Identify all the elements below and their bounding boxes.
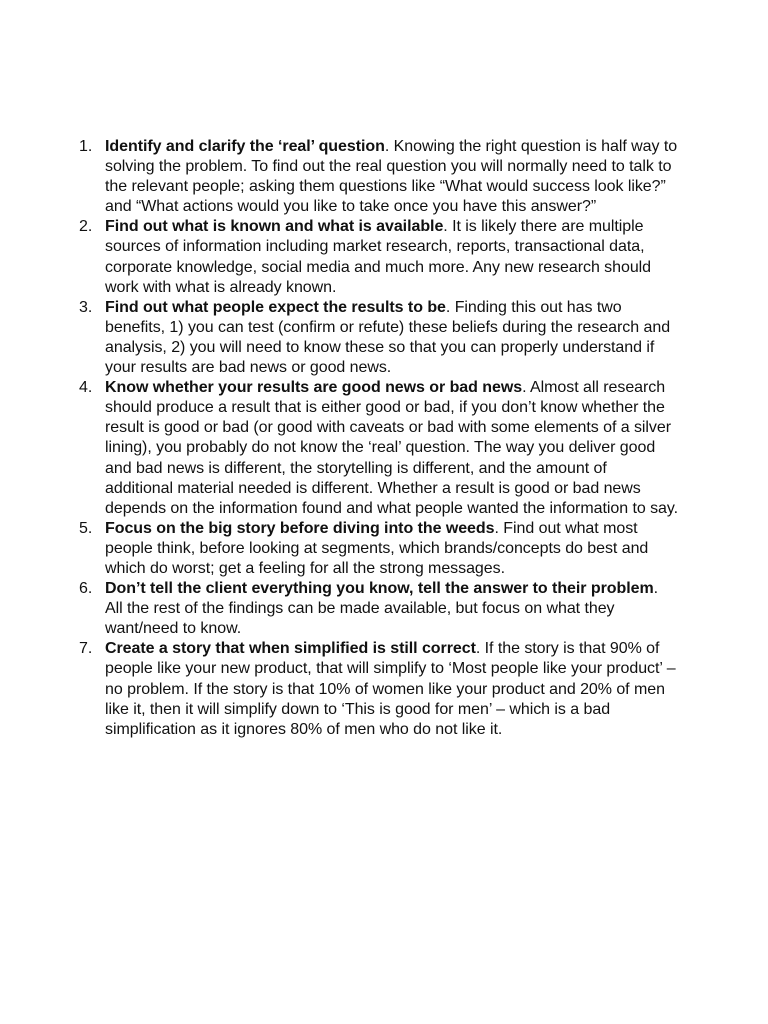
item-text: . Find out what most people think, before looking at segments, which brands/concepts do best and which do worst; get a feeling for all the strong messages. xyxy=(105,519,649,577)
item-text: . Finding this out has two benefits, 1) you can test (confirm or refute) these beliefs during the research and analysis, 2) you will need to know these so that you can properly understand if your results are bad news or good news. xyxy=(105,298,671,377)
list-number: 5. xyxy=(79,519,93,537)
list-item xyxy=(79,298,679,378)
list-item xyxy=(79,579,679,639)
item-text: . If the story is that 90% of people like your new product, that will simplify to ‘Most people like your product’ – no problem. If the story is that 10% of women like your product and 20% of men like it, then it will simplify down to ‘This is good for men’ – which is a bad simplification as it ignores 80% of men who do not like it. xyxy=(105,640,676,738)
item-text: . Knowing the right question is half way to solving the problem. To find out the real question you will normally need to talk to the relevant people; asking them questions like “What would success look like?” and “What actions would you like to take once you have this answer?” xyxy=(105,138,678,216)
numbered-list xyxy=(79,137,679,740)
list-number: 7. xyxy=(79,640,93,658)
item-text: . All the rest of the findings can be made available, but focus on what they want/need to know. xyxy=(105,580,659,638)
item-heading: Find out what is known and what is available xyxy=(105,218,444,236)
item-heading: Focus on the big story before diving into the weeds xyxy=(105,519,495,537)
item-heading: Don’t tell the client everything you know, tell the answer to their problem xyxy=(105,580,654,598)
item-text: . It is likely there are multiple sources of information including market research, reports, transactional data, corporate knowledge, social media and much more. Any new research should work with what is already known. xyxy=(105,218,652,296)
list-item xyxy=(79,217,679,297)
list-item xyxy=(79,378,679,519)
item-text: . Almost all research should produce a result that is either good or bad, if you don’t know whether the result is good or bad (or good with caveats or bad with some elements of a silver lining), you probably do not know the ‘real’ question. The way you deliver good and bad news is different, the storytelling is different, and the amount of additional material needed is different. Whether a result is good or bad news depends on the information found and what people wanted the information to say. xyxy=(105,379,679,517)
list-item xyxy=(79,639,679,739)
list-number: 4. xyxy=(79,379,93,397)
list-item xyxy=(79,137,679,217)
item-heading: Create a story that when simplified is still correct xyxy=(105,640,476,658)
item-heading: Find out what people expect the results to be xyxy=(105,298,446,316)
list-number: 1. xyxy=(79,138,93,155)
list-number: 3. xyxy=(79,298,93,316)
list-item xyxy=(79,519,679,579)
list-number: 6. xyxy=(79,580,93,598)
item-heading: Identify and clarify the ‘real’ question xyxy=(105,138,385,155)
list-number: 2. xyxy=(79,218,93,236)
item-heading: Know whether your results are good news or bad news xyxy=(105,379,523,397)
